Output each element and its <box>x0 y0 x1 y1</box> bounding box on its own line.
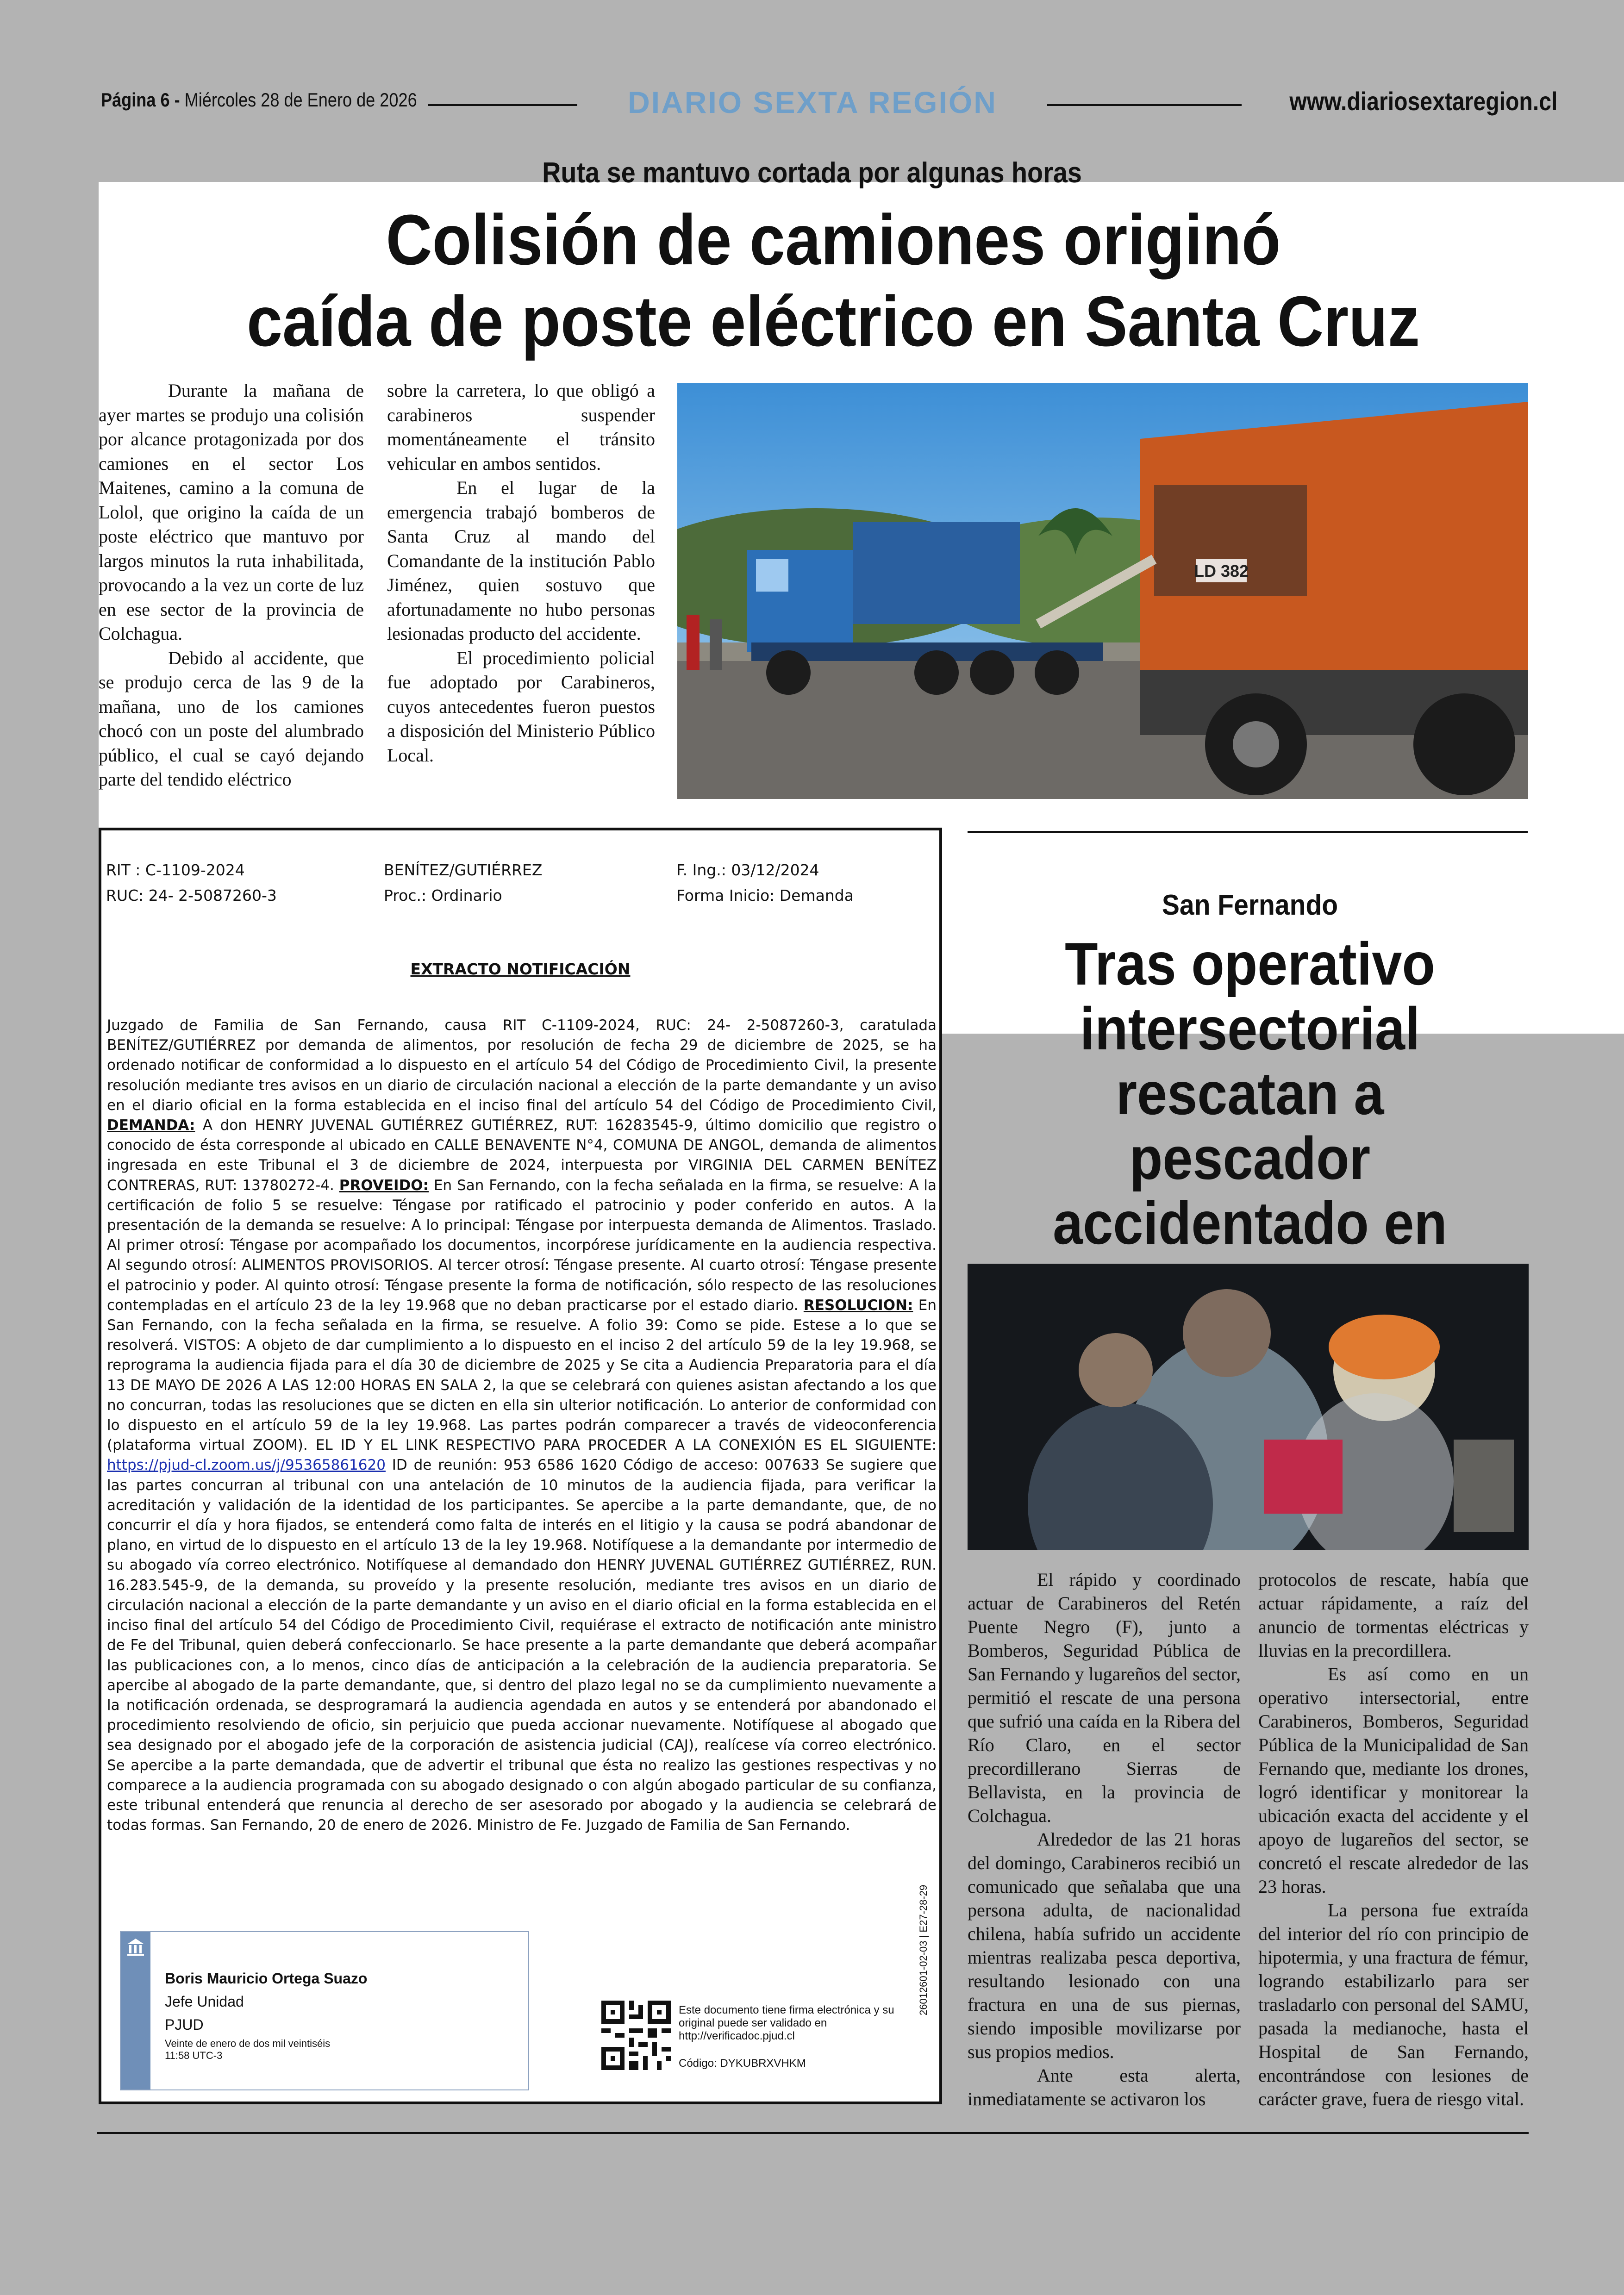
court-seal-icon <box>121 1932 150 1962</box>
case-entry-date: F. Ing.: 03/12/2024 <box>676 861 819 879</box>
page-date-line <box>101 89 417 111</box>
label-proveido: PROVEIDO: <box>339 1177 429 1194</box>
case-parties: BENÍTEZ/GUTIÉRREZ <box>384 861 543 879</box>
article1-headline-line1: Colisión de camiones originó <box>386 200 1281 280</box>
case-ruc: RUC: 24- 2-5087260-3 <box>106 886 277 904</box>
signer-date: Veinte de enero de dos mil veintiséis <box>165 2038 331 2049</box>
article1-column-2 <box>387 379 655 767</box>
article2-paragraph: La persona fue extraída del interior del río con principio de hipotermia, y una fractura de fémur, logrando estabilizarlo para ser trasladarlo con personal del SAMU, pasada la medianoche, hasta el Hospital de San Fernando, encontrándose con lesiones de carácter grave, fuera de riesgo vital. <box>1258 1900 1529 2109</box>
document-side-id: 26012601-02-03 | E27-28-29 <box>918 1884 929 2015</box>
header-rule-left <box>428 104 577 106</box>
case-procedure: Proc.: Ordinario <box>384 886 502 904</box>
truck-plate: LD 382 <box>1193 561 1249 580</box>
article2-paragraph: Ante esta alerta, inmediatamente se activaron los <box>968 2065 1241 2109</box>
signer-time: 11:58 UTC-3 <box>165 2050 223 2061</box>
night-rescue-photo <box>968 1264 1529 1550</box>
notice-text: En San Fernando, con la fecha señalada en la firma, se resuelve: A la certificación de folio 5 se resuelve: Téngase por ratificado el patrocinio y poder conferido en autos. A la presentación de la demanda se resuelve: A lo principal: Téngase por interpuesta demanda de Alimentos. Traslado. Al primer otrosí: Téngase por acompañado los documentos, incorpórese jurídicamente en la audiencia respectiva. Al segundo otrosí: ALIMENTOS PROVISORIOS. Al tercer otrosí: Téngase presente. Al cuarto otrosí: Téngase presente el patrocinio y poder. Al quinto otrosí: Téngase presente la forma de notificación, sólo respecto de las resoluciones contempladas en el artículo 23 de la ley 19.968 que no deban practicarse por el estado diario. <box>107 1177 937 1314</box>
article2-paragraph: protocolos de rescate, había que actuar rápidamente, a raíz del anuncio de tormentas eléctricas y lluvias en la precordillera. <box>1258 1569 1529 1661</box>
case-rit: RIT : C-1109-2024 <box>106 861 245 879</box>
footer-rule <box>97 2132 1529 2134</box>
article1-headline <box>146 199 1521 362</box>
notice-text: ID de reunión: 953 6586 1620 Código de acceso: 007633 Se sugiere que las partes concurran al tribunal con una antelación de 10 minutos de la audiencia fijada, para verificar la acreditación y validación de la identidad de los participantes. Se apercibe a la parte demandante, que, de no concurrir el día y hora fijados, se entenderá como falta de interés en el litigio y la causa se podrá abandonar de plano, en virtud de lo dispuesto en el artículo 13 de la ley 19.968. Notifíquese a la demandante por intermedio de su abogado vía correo electrónico. Notifíquese al demandado don HENRY JUVENAL GUTIÉRREZ GUTIÉRREZ, RUN. 16.283.545-9, de la demanda, su proveído y la presente resolución, mediante tres avisos en un diario de circulación nacional a elección de la parte demandante y un aviso en el diario oficial en la forma establecida en el inciso final del artículo 54 del Código de Procedimiento Civil, requiérase el extracto de notificación ante ministro de Fe del Tribunal, quien deberá confeccionarlo. Se hace presente a la parte demandante que deberá acompañar las publicaciones con, a lo menos, cinco días de anticipación a la celebración de la audiencia preparatoria. Se apercibe al abogado de la parte demandante, que, si dentro del plazo legal no se da cumplimiento nuevamente a la notificación ordenada, se desprogramará la audiencia agendada en autos y se entenderá por abandonado el procedimiento resolviendo de oficio, sin perjuicio que pueda accionar nuevamente. Notifíquese al abogado que sea designado por el abogado jefe de la corporación de asistencia judicial (CAJ), realícese vía correo electrónico. Se apercibe a la parte demandada, que de advertir el tribunal que ésta no realizo las gestiones respectivas y no comparece a la audiencia programada con su abogado designado o con algún abogado particular de su confianza, este tribunal entenderá que renuncia al derecho de ser asesorado por abogado y la audiencia se celebrará de todas formas. San Fernando, 20 de enero de 2026. Ministro de Fe. Juzgado de Familia de San Fernando. <box>107 1457 937 1834</box>
notice-title <box>101 960 939 978</box>
article2-top-rule <box>968 831 1528 833</box>
case-start-form: Forma Inicio: Demanda <box>676 886 854 904</box>
article2-headline: Tras operativo intersectorial rescatan a pescador accidentado en <box>1053 930 1447 1257</box>
notice-text: A don HENRY JUVENAL GUTIÉRREZ GUTIÉRREZ, RUT: 16283545-9, último domicilio que registro o conocido de ésta corresponde al ubicado en CALLE BENAVENTE N°4, COMUNA DE ANGOL, demanda de alimentos ingresada en este Tribunal el 3 de diciembre de 2024, interpuesta por VIRGINIA DEL CARMEN BENÍTEZ CONTRERAS, RUT: 13780272-4. <box>107 1117 937 1194</box>
issue-date: Miércoles 28 de Enero de 2026 <box>184 89 417 111</box>
article1-paragraph: El procedimiento policial fue adoptado por Carabineros, cuyos antecedentes fueron puestos a disposición del Ministerio Público Local. <box>387 647 655 766</box>
verification-qr-icon[interactable] <box>601 2001 671 2070</box>
signer-role: Jefe Unidad <box>165 1993 244 2010</box>
notice-title-text: EXTRACTO NOTIFICACIÓN <box>410 960 631 978</box>
article1-column-1 <box>99 379 364 792</box>
verification-code: Código: DYKUBRXVHKM <box>679 2057 806 2070</box>
label-demanda: DEMANDA: <box>107 1117 195 1134</box>
electronic-signature-block <box>120 1931 529 2090</box>
header-rule-right <box>1047 104 1242 106</box>
article1-paragraph: En el lugar de la emergencia trabajó bomberos de Santa Cruz al mando del Comandante de la institución Pablo Jiménez, quien sostuvo que afortunadamente no hubo personas lesionadas producto del accidente. <box>387 477 655 644</box>
signer-org: PJUD <box>165 2016 204 2033</box>
page-number: Página 6 - <box>101 89 180 111</box>
article2-column-1 <box>968 1568 1241 2111</box>
article2-paragraph: Alrededor de las 21 horas del domingo, Carabineros recibió un comunicado que señalaba que una persona adulta, de nacionalidad chilena, había sufrido un accidente mientras realizaba pesca deportiva, resultando lesionado con una fractura en una de sus piernas, siendo imposible movilizarse por sus propios medios. <box>968 1829 1241 2062</box>
verification-text: Este documento tiene firma electrónica y su original puede ser validado en http://verificadoc.pjud.cl <box>679 2004 894 2042</box>
signer-name: Boris Mauricio Ortega Suazo <box>165 1970 368 1987</box>
article2-kicker: San Fernando <box>1162 889 1338 921</box>
newspaper-brand: DIARIO SEXTA REGIÓN <box>628 85 997 119</box>
zoom-link[interactable]: https://pjud-cl.zoom.us/j/95365861620 <box>107 1457 386 1474</box>
label-resolucion: RESOLUCION: <box>803 1297 913 1314</box>
article2-paragraph: Es así como en un operativo intersectorial, entre Carabineros, Bomberos, Seguridad Pública de la Municipalidad de San Fernando que, mediante los drones, logró identificar y monitorear la ubicación exacta del accidente y el apoyo de lugareños del sector, se concretó el rescate alrededor de las 23 horas. <box>1258 1664 1529 1897</box>
notice-text: Juzgado de Familia de San Fernando, causa RIT C-1109-2024, RUC: 24- 2-5087260-3, caratulada BENÍTEZ/GUTIÉRREZ por demanda de alimentos, por resolución de fecha 29 de diciembre de 2025, se ha ordenado notificar de conformidad a lo dispuesto en el artículo 54 del Código de Procedimiento Civil, la presente resolución mediante tres avisos en un diario de circulación nacional a elección de la parte demandante y un aviso en el diario oficial en la forma establecida en el inciso final del artículo 54 del Código de Procedimiento Civil, <box>107 1017 937 1114</box>
article1-paragraph: Durante la mañana de ayer martes se produjo una colisión por alcance protagonizada por dos camiones en el sector Los Maitenes, camino a la comuna de Lolol, que origino la caída de un poste eléctrico que mantuvo por largos minutos la ruta inhabilitada, provocando a la vez un corte de luz en ese sector de la provincia de Colchagua. <box>99 380 364 644</box>
notice-text: En San Fernando, con la fecha señalada en la firma, se resuelve. A folio 39: Como se pide. Estese a lo que se resolverá. VISTOS: A objeto de dar cumplimiento a lo dispuesto en el inciso 2 del artículo 59 de la ley 19.968, se reprograma la audiencia fijada para el día 30 de diciembre de 2025 y Se cita a Audiencia Preparatoria para el día 13 DE MAYO DE 2026 A LAS 12:00 HORAS EN SALA 2, la que se celebrará con quienes asistan afectando a los que no concurran, todas las resoluciones que se dicten en ella sin ulterior notificación. Lo anterior de conformidad con lo dispuesto en el artículo 59 de la ley 19.968. Las partes podrán comparecer a través de videoconferencia (plataforma virtual ZOOM). EL ID Y EL LINK RESPECTIVO PARA PROCEDER A LA CONEXIÓN ES EL SIGUIENTE: <box>107 1297 937 1454</box>
truck-collision-photo <box>677 383 1528 799</box>
article2-paragraph: El rápido y coordinado actuar de Carabineros del Retén Puente Negro (F), junto a Bomberos, Seguridad Pública de San Fernando y lugareños del sector, permitió el rescate de una persona que sufrió una caída en la Ribera del Río Claro, en el sector precordillerano Sierras de Bellavista, en la provincia de Colchagua. <box>968 1569 1241 1826</box>
notice-body <box>107 1016 937 1835</box>
legal-notice-box <box>99 828 942 2104</box>
article1-paragraph: sobre la carretera, lo que obligó a carabineros suspender momentáneamente el tránsito vehicular en ambos sentidos. <box>387 380 655 474</box>
signature-sidebar <box>121 1932 150 2089</box>
article1-kicker: Ruta se mantuvo cortada por algunas horas <box>542 157 1082 189</box>
website-url[interactable]: www.diariosextaregion.cl <box>1289 87 1558 116</box>
article1-paragraph: Debido al accidente, que se produjo cerca de las 9 de la mañana, uno de los camiones chocó con un poste del alumbrado público, el cual se cayó dejando parte del tendido eléctrico <box>99 647 364 790</box>
article1-headline-line2: caída de poste eléctrico en Santa Cruz <box>246 281 1420 361</box>
article2-column-2 <box>1258 1568 1529 2111</box>
